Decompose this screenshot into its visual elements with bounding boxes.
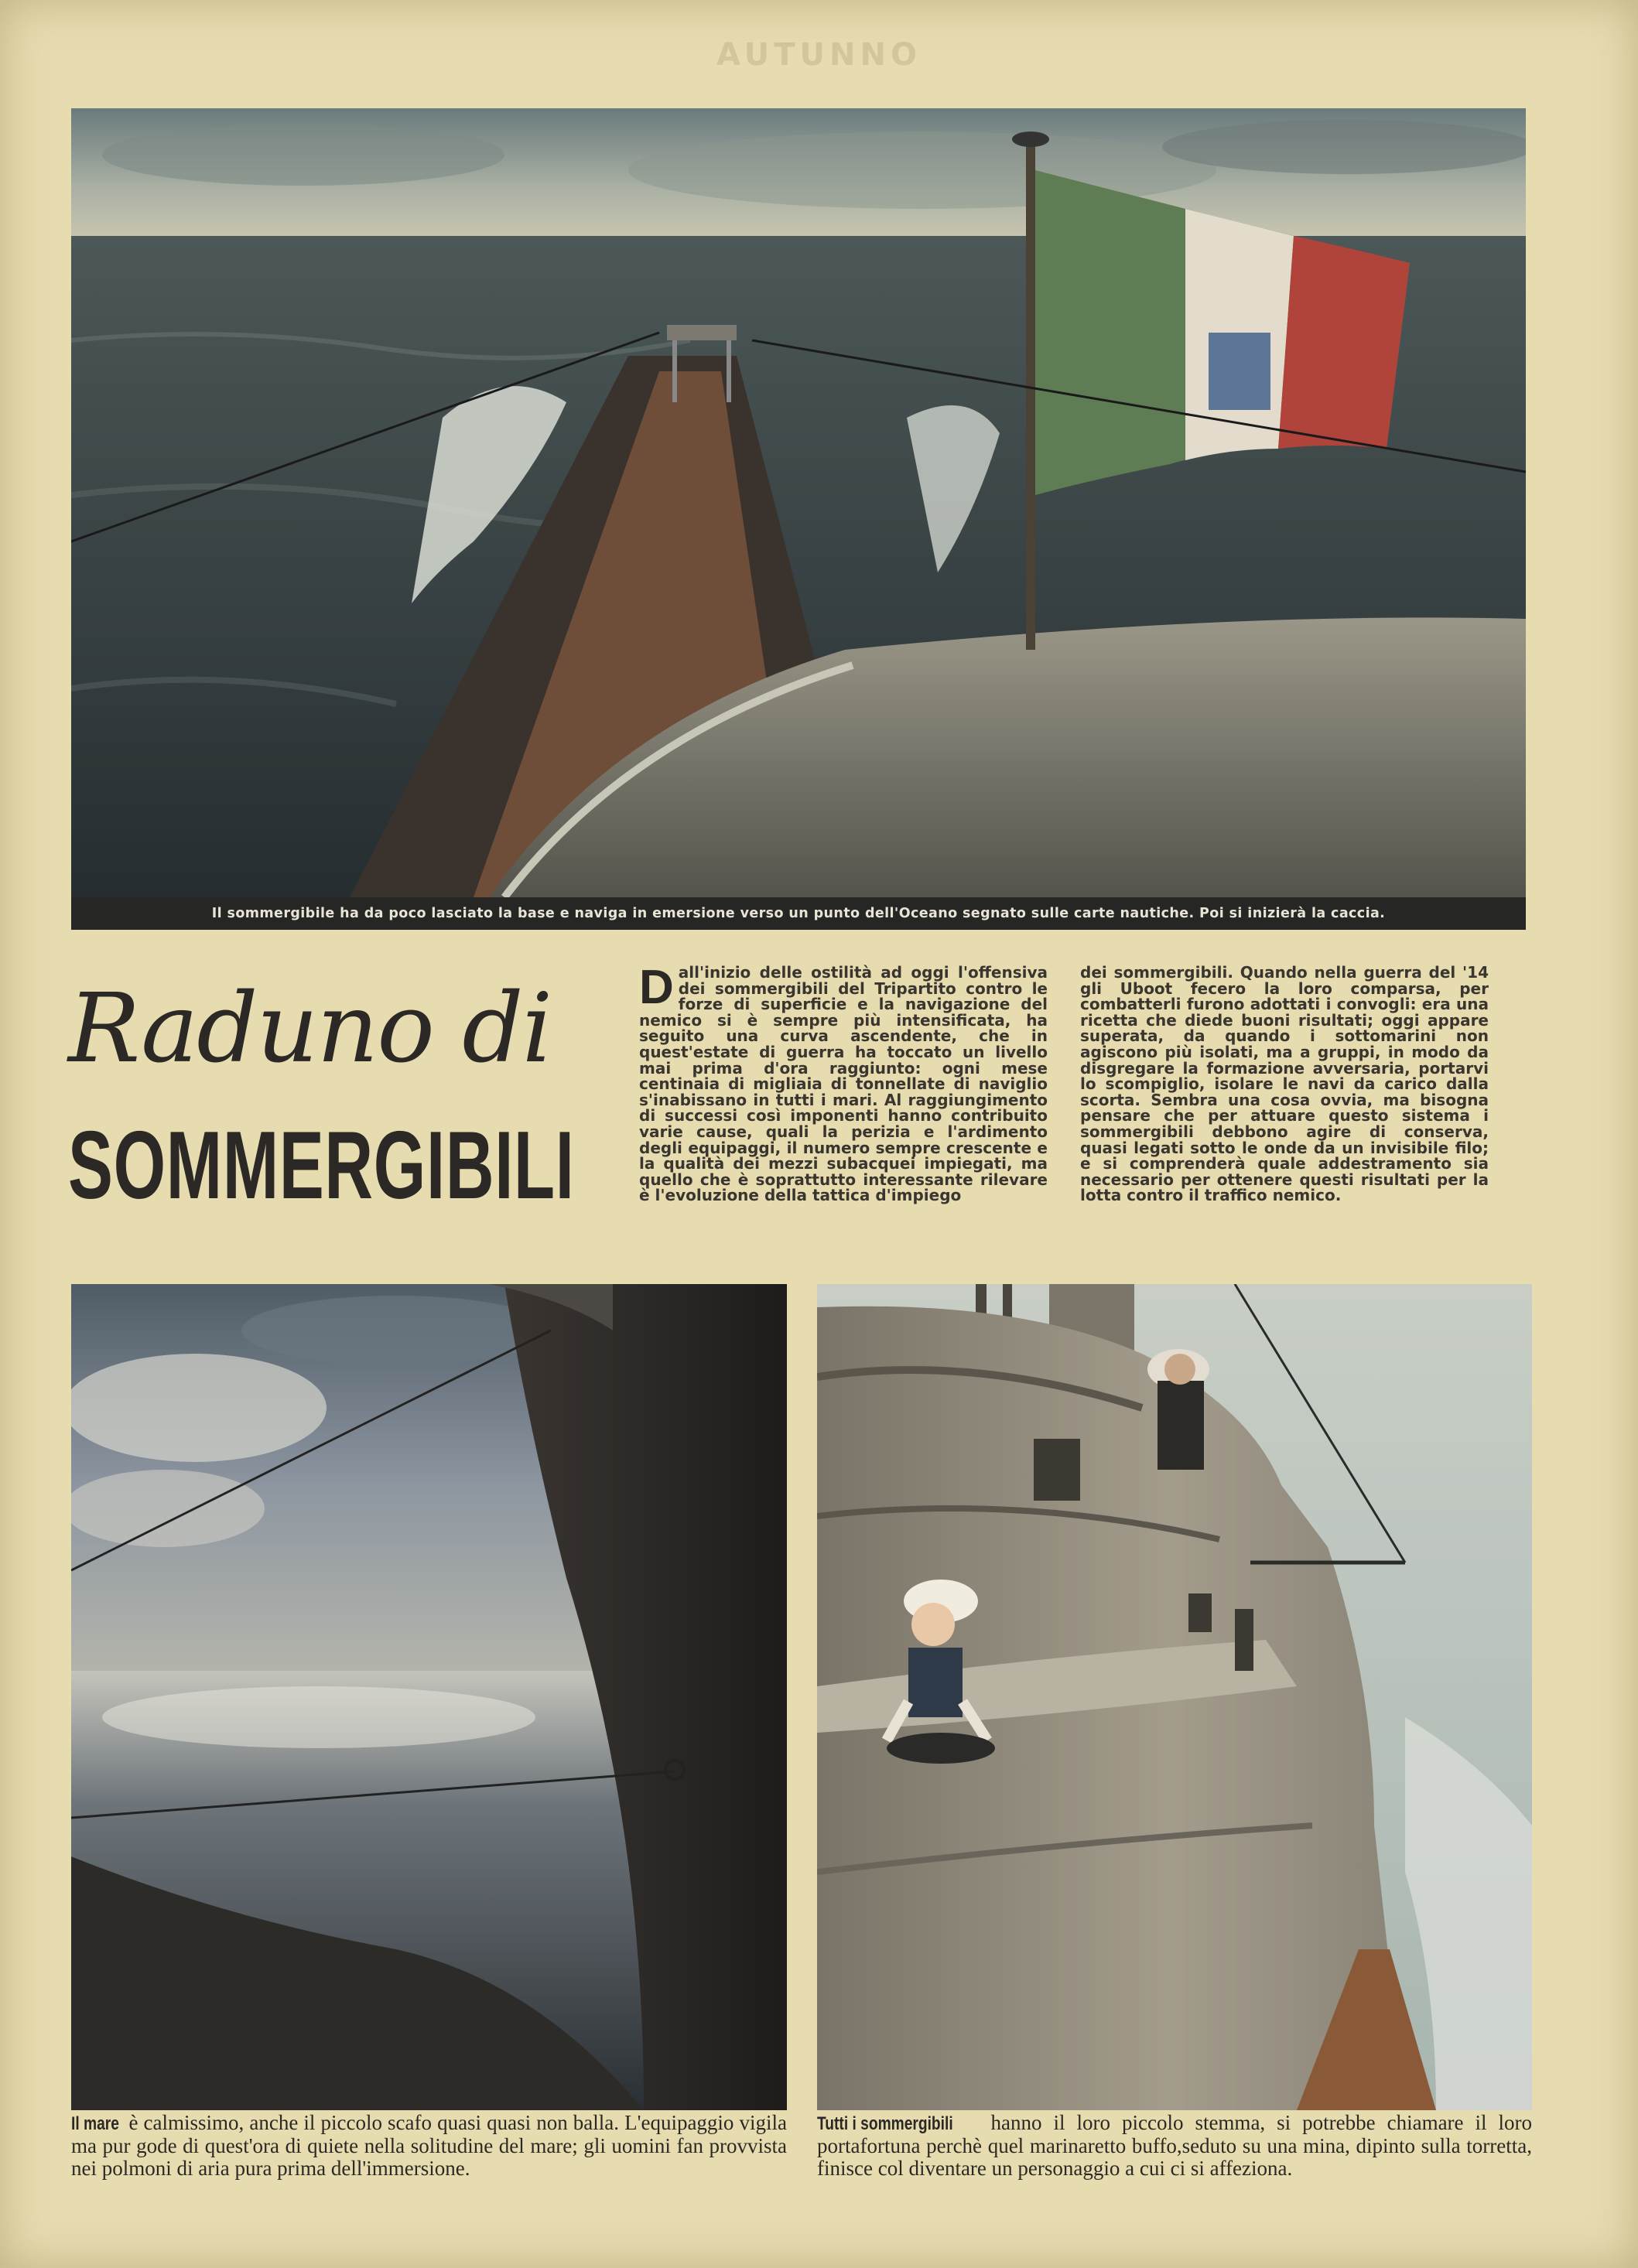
submarine-flag-illustration bbox=[71, 108, 1526, 897]
conning-tower-illustration bbox=[817, 1284, 1532, 2110]
bottom-left-caption-text: è calmissimo, anche il piccolo scafo quasi quasi non balla. L'equipaggio vigila ma pur gode di quest'ora di quiete nella solitudine del mare; gli uomini fan provvista nei polmoni di aria pura prima dell'immersione. bbox=[71, 2111, 787, 2180]
bottom-right-caption-text: hanno il loro piccolo stemma, si potrebbe chiamare il loro portafortuna perchè quel marinaretto buffo,seduto su una mina, dipinto sulla torretta, finisce col diventare un personaggio a cui ci si affeziona. bbox=[817, 2111, 1532, 2180]
top-photo-caption: Il sommergibile ha da poco lasciato la base e naviga in emersione verso un punto dell'Oceano segnato sulle carte nautiche. Poi si inizierà la caccia. bbox=[71, 897, 1526, 930]
article-text-2: dei sommergibili. Quando nella guerra del '14 gli Uboot fecero la loro comparsa, per combatterli furono adottati i convogli: era una ricetta che diede buoni risultati; oggi appare superata, da quando i sottomarini non agiscono più isolati, ma a gruppi, in modo da disgregare la formazione avversaria, portarvi lo scompiglio, isolare le navi da carico dalla scorta. Sembra una cosa ovvia, ma bisogna pensare che per attuare questo sistema i sommergibili debbono agire di conserva, quasi legati sotto le onde da un invisibile filo; e si comprenderà quale addestramento sia necessario per ottenere questi risultati per la lotta contro il traffico nemico. bbox=[1080, 963, 1489, 1205]
bottom-right-caption-lead: Tutti i sommergibili bbox=[817, 2113, 953, 2134]
article-column-1 bbox=[639, 961, 1048, 1205]
bottom-left-caption bbox=[71, 2112, 787, 2180]
top-photo-submarine-flag bbox=[71, 108, 1526, 897]
article-text-1: all'inizio delle ostilità ad oggi l'offensiva dei sommergibili del Tripartito contro le forze di superficie e la navigazione del nemico si è sempre più intensificata, ha seguito una curva ascendente, che in quest'estate di guerra ha toccato un livello mai prima d'ora raggiunto: ogni mese centinaia di migliaia di tonnellate di naviglio s'inabissano in tutti i mari. Al raggiungimento di successi così imponenti hanno contribuito varie cause, quali la perizia e l'ardimento degli equipaggi, il numero sempre crescente e la qualità dei mezzi subacquei impiegati, ma quello che è soprattutto interessante rilevare è l'evoluzione della tattica d'impiego bbox=[639, 963, 1048, 1205]
article-column-2 bbox=[1080, 965, 1489, 1204]
bottom-right-caption bbox=[817, 2112, 1532, 2180]
bottom-left-photo-sea bbox=[71, 1284, 787, 2110]
faded-header: AUTUNNO bbox=[716, 37, 922, 73]
title-script: Raduno di bbox=[68, 973, 552, 1084]
title-main: SOMMERGIBILI bbox=[68, 1112, 575, 1219]
calm-sea-illustration bbox=[71, 1284, 787, 2110]
bottom-right-photo-conning-tower bbox=[817, 1284, 1532, 2110]
dropcap: D bbox=[639, 961, 674, 1014]
bottom-left-caption-lead: Il mare bbox=[71, 2113, 119, 2134]
